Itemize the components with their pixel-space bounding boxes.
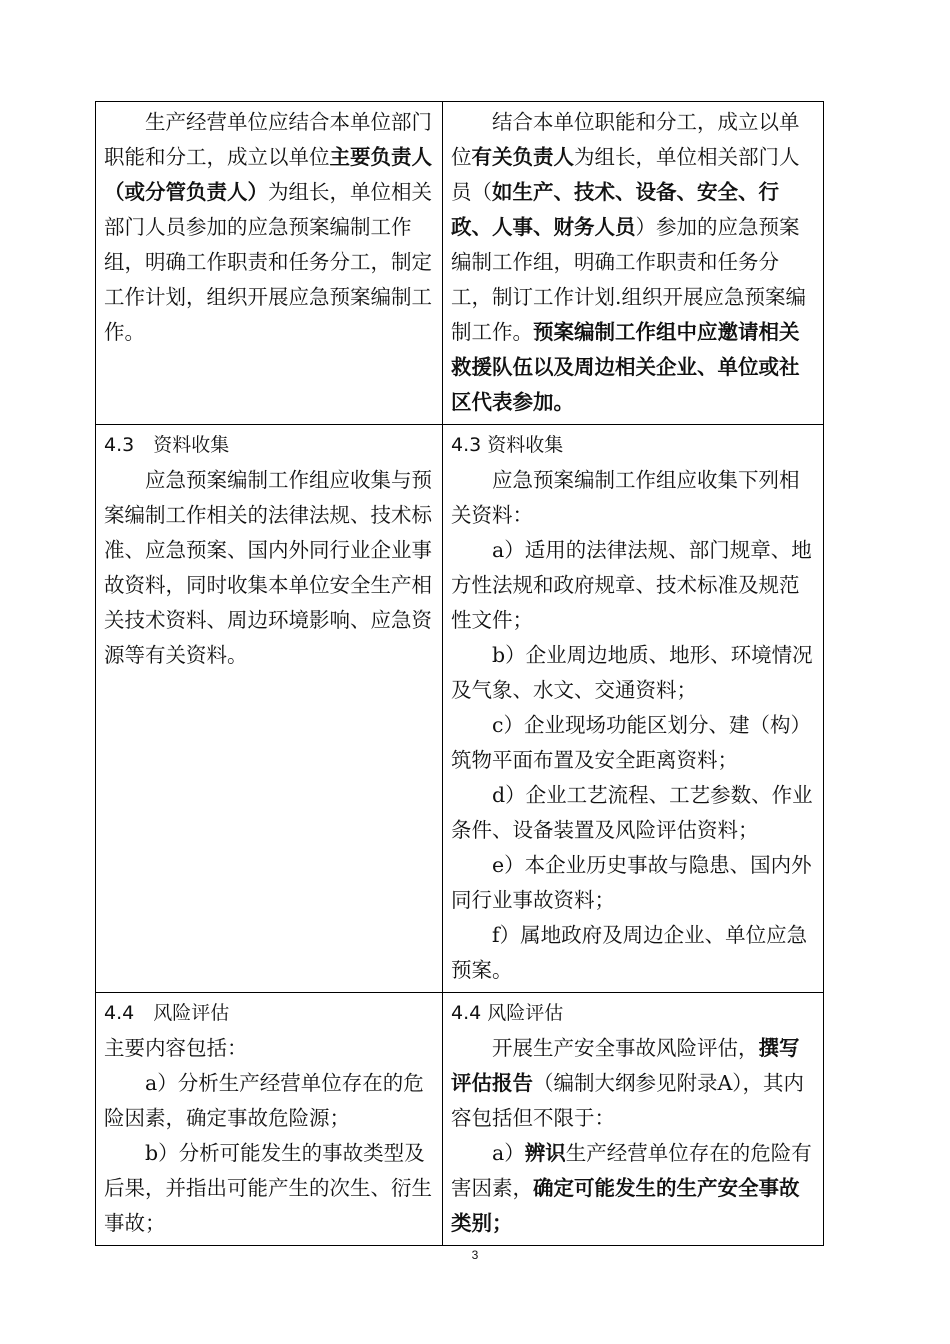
bold-text: 确定可能发生的生产安全事故类别； [451, 1176, 800, 1235]
text-segment: 主要内容包括： [104, 1036, 248, 1060]
text-segment: a）适用的法律法规、部门规章、地方性法规和政府规章、技术标准及规范性文件； [451, 538, 812, 632]
text-segment: 4.3 资料收集 [451, 434, 564, 456]
text-segment: a）分析生产经营单位存在的危险因素，确定事故危险源； [104, 1071, 424, 1130]
text-segment: 生产经营单位存在的危险有害因素， [451, 1141, 812, 1200]
bold-text: 如生产、技术、设备、安全、行政、人事、财务人员 [451, 180, 779, 239]
cell-revised-text [443, 993, 824, 1246]
text-segment: 4.3 资料收集 [104, 434, 230, 456]
cell-original-text [96, 993, 443, 1246]
text-segment: 应急预案编制工作组应收集下列相关资料： [451, 468, 800, 527]
paragraph [451, 463, 815, 533]
text-segment: 4.4 风险评估 [451, 1002, 564, 1024]
paragraph [104, 1136, 434, 1241]
cell-original-text [96, 425, 443, 993]
cell-revised-text [443, 102, 824, 425]
bold-text: 主要负责人（或分管负责人） [104, 145, 432, 204]
paragraph [451, 533, 815, 638]
table-row [96, 993, 824, 1246]
text-segment: f）属地政府及周边企业、单位应急预案。 [451, 923, 808, 982]
text-segment: b）企业周边地质、地形、环境情况及气象、水文、交通资料； [451, 643, 813, 702]
text-segment: 4.4 风险评估 [104, 1002, 230, 1024]
paragraph [451, 105, 815, 420]
page-number: 3 [471, 1248, 479, 1262]
text-segment: a） [492, 1141, 525, 1165]
cell-revised-text [443, 425, 824, 993]
table-row [96, 102, 824, 425]
section-heading [451, 428, 815, 463]
bold-text: 撰写评估报告 [451, 1036, 800, 1095]
paragraph [451, 708, 815, 778]
text-segment: c）企业现场功能区划分、建（构）筑物平面布置及安全距离资料； [451, 713, 811, 772]
text-segment: 为组长，单位相关部门人员（ [451, 145, 800, 204]
text-segment: 生产经营单位应结合本单位部门职能和分工，成立以单位 [104, 110, 432, 169]
text-segment: 开展生产安全事故风险评估， [492, 1036, 759, 1060]
bold-text: 辨识 [524, 1141, 566, 1165]
bold-text: 预案编制工作组中应邀请相关救援队伍以及周边相关企业、单位或社区代表参加。 [451, 320, 800, 414]
text-segment: b）分析可能发生的事故类型及后果，并指出可能产生的次生、衍生事故； [104, 1141, 432, 1235]
cell-original-text [96, 102, 443, 425]
paragraph [451, 1031, 815, 1136]
paragraph [104, 1031, 434, 1066]
paragraph [104, 463, 434, 673]
bold-text: 有关负责人 [471, 145, 574, 169]
text-segment: 应急预案编制工作组应收集与预案编制工作相关的法律法规、技术标准、应急预案、国内外同行业企业事故资料，同时收集本单位安全生产相关技术资料、周边环境影响、应急资源等有关资料。 [104, 468, 432, 667]
paragraph [104, 1066, 434, 1136]
section-heading [104, 428, 434, 463]
text-segment: d）企业工艺流程、工艺参数、作业条件、设备装置及风险评估资料； [451, 783, 813, 842]
text-segment: （编制大纲参见附录A），其内容包括但不限于： [451, 1071, 805, 1130]
paragraph [104, 105, 434, 350]
paragraph [451, 638, 815, 708]
section-heading [104, 996, 434, 1031]
text-segment: 为组长，单位相关部门人员参加的应急预案编制工作组，明确工作职责和任务分工，制定工作计划，组织开展应急预案编制工作。 [104, 180, 432, 344]
table-row [96, 425, 824, 993]
comparison-table [95, 101, 824, 1246]
paragraph [451, 918, 815, 988]
paragraph [451, 1136, 815, 1241]
text-segment: 结合本单位职能和分工，成立以单位 [451, 110, 800, 169]
paragraph [451, 848, 815, 918]
section-heading [451, 996, 815, 1031]
text-segment: ）参加的应急预案编制工作组，明确工作职责和任务分工，制订工作计划.组织开展应急预案编制工作。 [451, 215, 807, 344]
paragraph [451, 778, 815, 848]
text-segment: e）本企业历史事故与隐患、国内外同行业事故资料； [451, 853, 812, 912]
